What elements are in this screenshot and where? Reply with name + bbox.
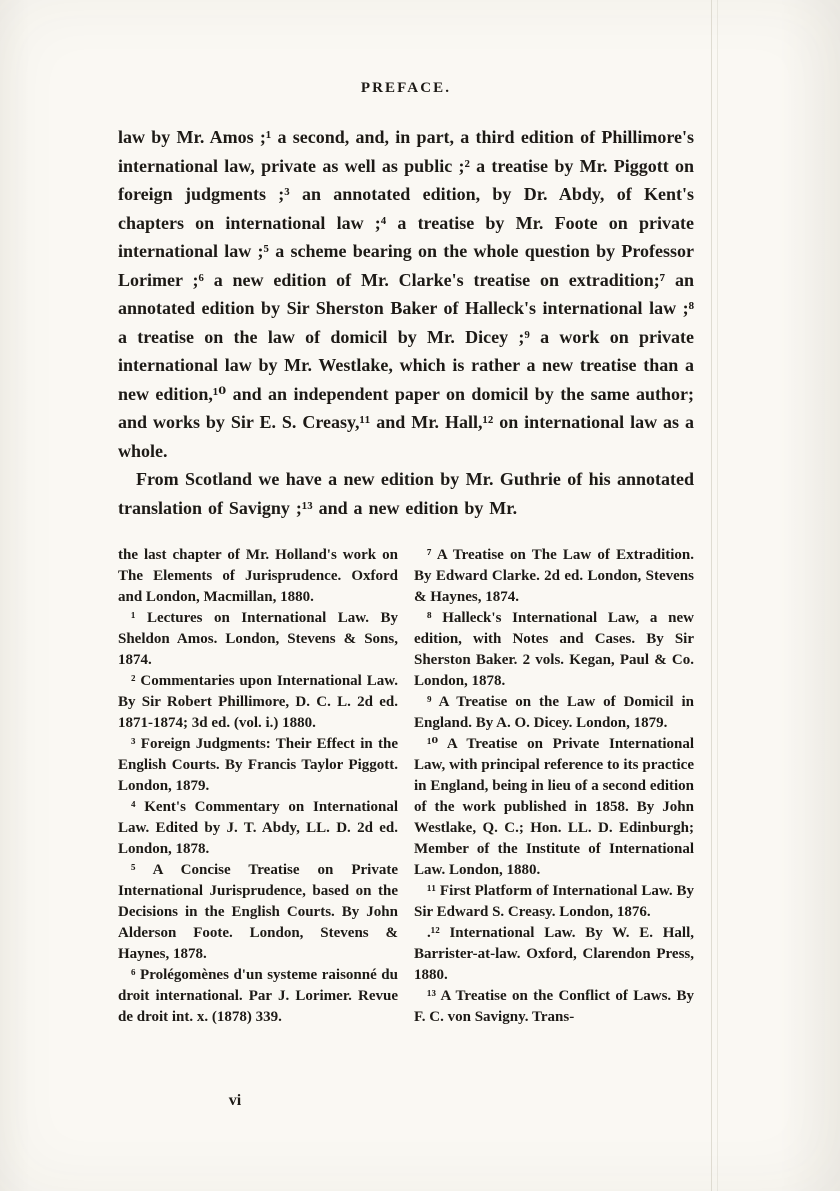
footnote: ¹ Lectures on International Law. By Sheldon Amos. London, Stevens & Sons, 1874.	[118, 610, 398, 668]
footnote: the last chapter of Mr. Holland's work on The Elements of Jurisprudence. Oxford and London, Macmillan, 1880.	[118, 547, 398, 605]
footnote: ³ Foreign Judgments: Their Effect in the English Courts. By Francis Taylor Piggott. London, 1879.	[118, 736, 398, 794]
scan-edge-line	[717, 0, 718, 1191]
scan-edge-shadow-left	[0, 0, 30, 1191]
footnote: ⁶ Prolégomènes d'un systeme raisonné du droit international. Par J. Lorimer. Revue de droit int. x. (1878) 339.	[118, 967, 398, 1025]
footnote: ¹³ A Treatise on the Conflict of Laws. By F. C. von Savigny. Trans-	[414, 988, 694, 1025]
footnote: .¹² International Law. By W. E. Hall, Barrister-at-law. Oxford, Clarendon Press, 1880.	[414, 925, 694, 983]
footnote: ⁴ Kent's Commentary on International Law. Edited by J. T. Abdy, LL. D. 2d ed. London, 1878.	[118, 799, 398, 857]
footnote: ⁸ Halleck's International Law, a new edition, with Notes and Cases. By Sir Sherston Baker. 2 vols. Kegan, Paul & Co. London, 1878.	[414, 610, 694, 689]
footnote: ¹⁰ A Treatise on Private International Law, with principal reference to its practice in England, being in lieu of a second edition of the work published in 1858. By John Westlake, Q. C.; Hon. LL. D. Edinburgh; Member of the Institute of International Law. London, 1880.	[414, 736, 694, 878]
footnote: ¹¹ First Platform of International Law. By Sir Edward S. Creasy. London, 1876.	[414, 883, 694, 920]
footnote: ⁷ A Treatise on The Law of Extradition. By Edward Clarke. 2d ed. London, Stevens & Haynes, 1874.	[414, 547, 694, 605]
footnote-column-left	[118, 545, 398, 1028]
page-header: PREFACE.	[360, 80, 452, 96]
paragraph: law by Mr. Amos ;¹ a second, and, in part, a third edition of Phillimore's international law, private as well as public ;² a treatise by Mr. Piggott on foreign judgments ;³ an annotated edition, by Dr. Abdy, of Kent's chapters on international law ;⁴ a treatise by Mr. Foote on private international law ;⁵ a scheme bearing on the whole question by Professor Lorimer ;⁶ a new edition of Mr. Clarke's treatise on extradition;⁷ an annotated edition by Sir Sherston Baker of Halleck's international law ;⁸ a treatise on the law of domicil by Mr. Dicey ;⁹ a work on private international law by Mr. Westlake, which is rather a new treatise than a new edition,¹⁰ and an independent paper on domicil by the same author; and works by Sir E. S. Creasy,¹¹ and Mr. Hall,¹² on international law as a whole.	[118, 127, 695, 461]
footnote: ⁵ A Concise Treatise on Private International Jurisprudence, based on the Decisions in the English Courts. By John Alderson Foote. London, Stevens & Haynes, 1878.	[118, 862, 398, 962]
page-number: vi	[228, 1092, 242, 1109]
footnote-column-right	[414, 545, 694, 1028]
scan-edge-shadow-right	[780, 0, 840, 1191]
scan-edge-line	[711, 0, 712, 1191]
page-content	[118, 80, 694, 1028]
paragraph: From Scotland we have a new edition by Mr. Guthrie of his annotated translation of Savigny ;¹³ and a new edition by Mr.	[118, 469, 694, 518]
footnote: ² Commentaries upon International Law. By Sir Robert Phillimore, D. C. L. 2d ed. 1871-1874; 3d ed. (vol. i.) 1880.	[118, 673, 398, 731]
footnotes-section	[118, 545, 694, 1028]
body-text	[118, 123, 694, 522]
footnote: ⁹ A Treatise on the Law of Domicil in England. By A. O. Dicey. London, 1879.	[414, 694, 694, 731]
